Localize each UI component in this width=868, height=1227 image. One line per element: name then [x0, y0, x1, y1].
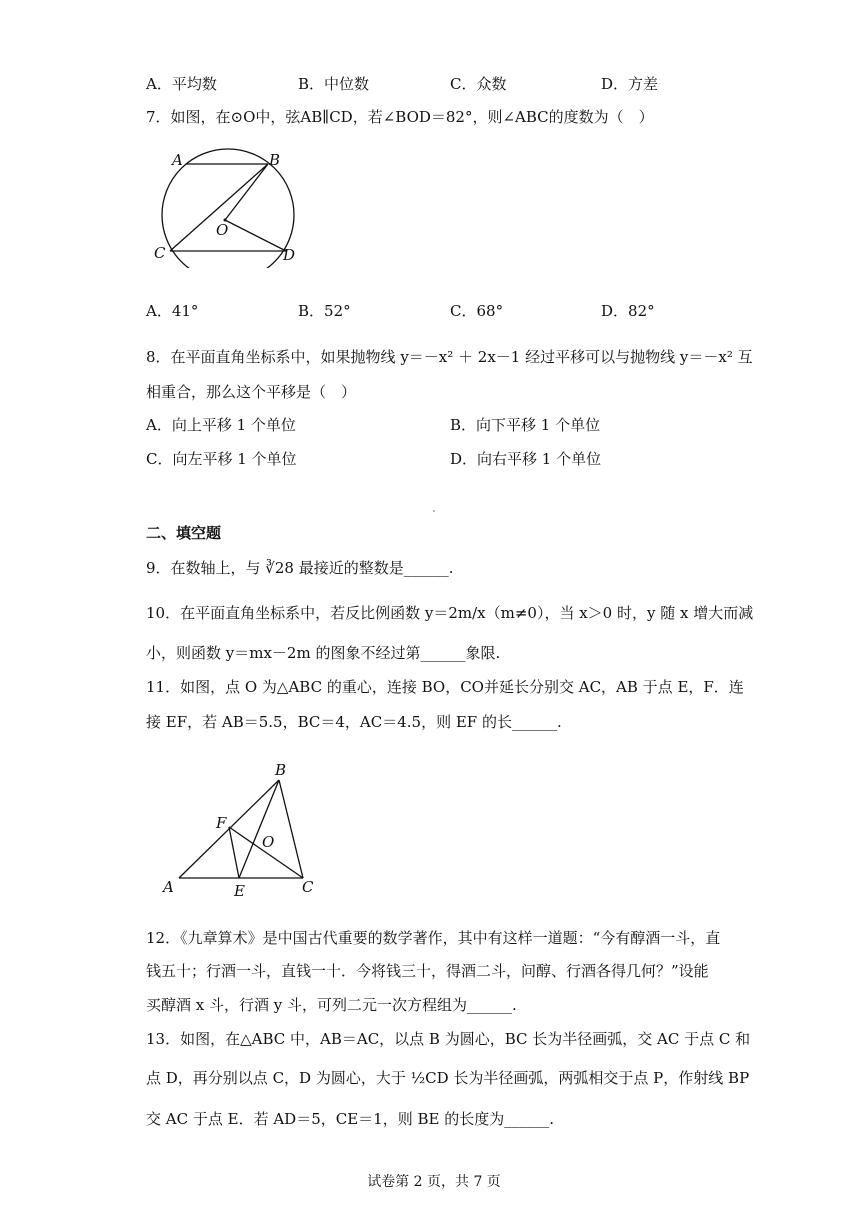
stray-dot — [433, 510, 435, 512]
q11-stem-line1: 11．如图，点 O 为△ABC 的重心，连接 BO，CO并延长分别交 AC，AB 于点 E，F．连 — [146, 678, 744, 696]
q6-option-c: C．众数 — [450, 75, 507, 93]
q8-option-a: A．向上平移 1 个单位 — [146, 416, 296, 434]
segment-od — [225, 220, 286, 251]
q11-triangle-figure — [155, 756, 325, 901]
q7-option-d: D．82° — [601, 302, 655, 320]
q8-stem-line1: 8．在平面直角坐标系中，如果抛物线 y＝－x² ＋ 2x－1 经过平移可以与抛物线 y＝－x² 互 — [146, 348, 753, 366]
q8-option-b: B．向下平移 1 个单位 — [450, 416, 601, 434]
q10-stem-line1: 10．在平面直角坐标系中，若反比例函数 y＝2m/x（m≠0），当 x＞0 时，y 随 x 增大而减 — [146, 604, 754, 622]
q11-stem-line2: 接 EF，若 AB＝5.5，BC＝4，AC＝4.5，则 EF 的长______. — [146, 713, 562, 731]
median-be — [239, 780, 279, 878]
label-o: O — [262, 833, 275, 851]
section-title-fill-in: 二、填空题 — [146, 524, 222, 542]
q7-option-b: B．52° — [298, 302, 351, 320]
q7-circle-figure — [150, 148, 310, 268]
label-d: D — [283, 246, 296, 264]
label-a: A — [172, 151, 183, 169]
q13-line1: 13．如图，在△ABC 中，AB＝AC，以点 B 为圆心，BC 长为半径画弧，交 AC 于点 C 和 — [146, 1030, 751, 1048]
segment-ef — [229, 827, 239, 878]
q8-option-d: D．向右平移 1 个单位 — [450, 450, 602, 468]
q6-option-d: D．方差 — [601, 75, 659, 93]
q9-stem: 9．在数轴上，与 ∛28 最接近的整数是______. — [146, 559, 454, 577]
q7-stem: 7．如图，在⊙O中，弦AB∥CD，若∠BOD＝82°，则∠ABC的度数为（ ） — [146, 108, 654, 126]
q10-stem-line2: 小，则函数 y＝mx－2m 的图象不经过第______象限. — [146, 644, 501, 662]
label-f: F — [216, 814, 227, 832]
q8-stem-line2: 相重合，那么这个平移是（ ） — [146, 383, 357, 401]
segment-bo — [225, 164, 268, 220]
label-c: C — [154, 244, 166, 262]
q7-option-a: A．41° — [146, 302, 199, 320]
page-footer: 试卷第 2 页，共 7 页 — [367, 1174, 501, 1190]
q6-option-a: A．平均数 — [146, 75, 217, 93]
q13-line3: 交 AC 于点 E．若 AD＝5，CE＝1，则 BE 的长度为______. — [146, 1110, 554, 1128]
label-c: C — [302, 878, 314, 896]
q8-option-c: C．向左平移 1 个单位 — [146, 450, 297, 468]
q12-line1: 12．《九章算术》是中国古代重要的数学著作，其中有这样一道题：“今有醇酒一斗，直 — [146, 929, 721, 947]
label-o: O — [216, 221, 229, 239]
label-b: B — [269, 151, 281, 169]
q7-option-c: C．68° — [450, 302, 504, 320]
q6-option-b: B．中位数 — [298, 75, 370, 93]
q13-line2: 点 D，再分别以点 C，D 为圆心，大于 ½CD 长为半径画弧，两弧相交于点 P，作射线 BP — [146, 1069, 750, 1087]
q12-line3: 买醇酒 x 斗，行酒 y 斗，可列二元一次方程组为______. — [146, 996, 517, 1014]
label-b: B — [275, 761, 287, 779]
q12-line2: 钱五十；行酒一斗，直钱一十．今将钱三十，得酒二斗，问醇、行酒各得几何？”设能 — [146, 962, 709, 980]
label-a: A — [163, 878, 174, 896]
label-e: E — [234, 882, 245, 900]
